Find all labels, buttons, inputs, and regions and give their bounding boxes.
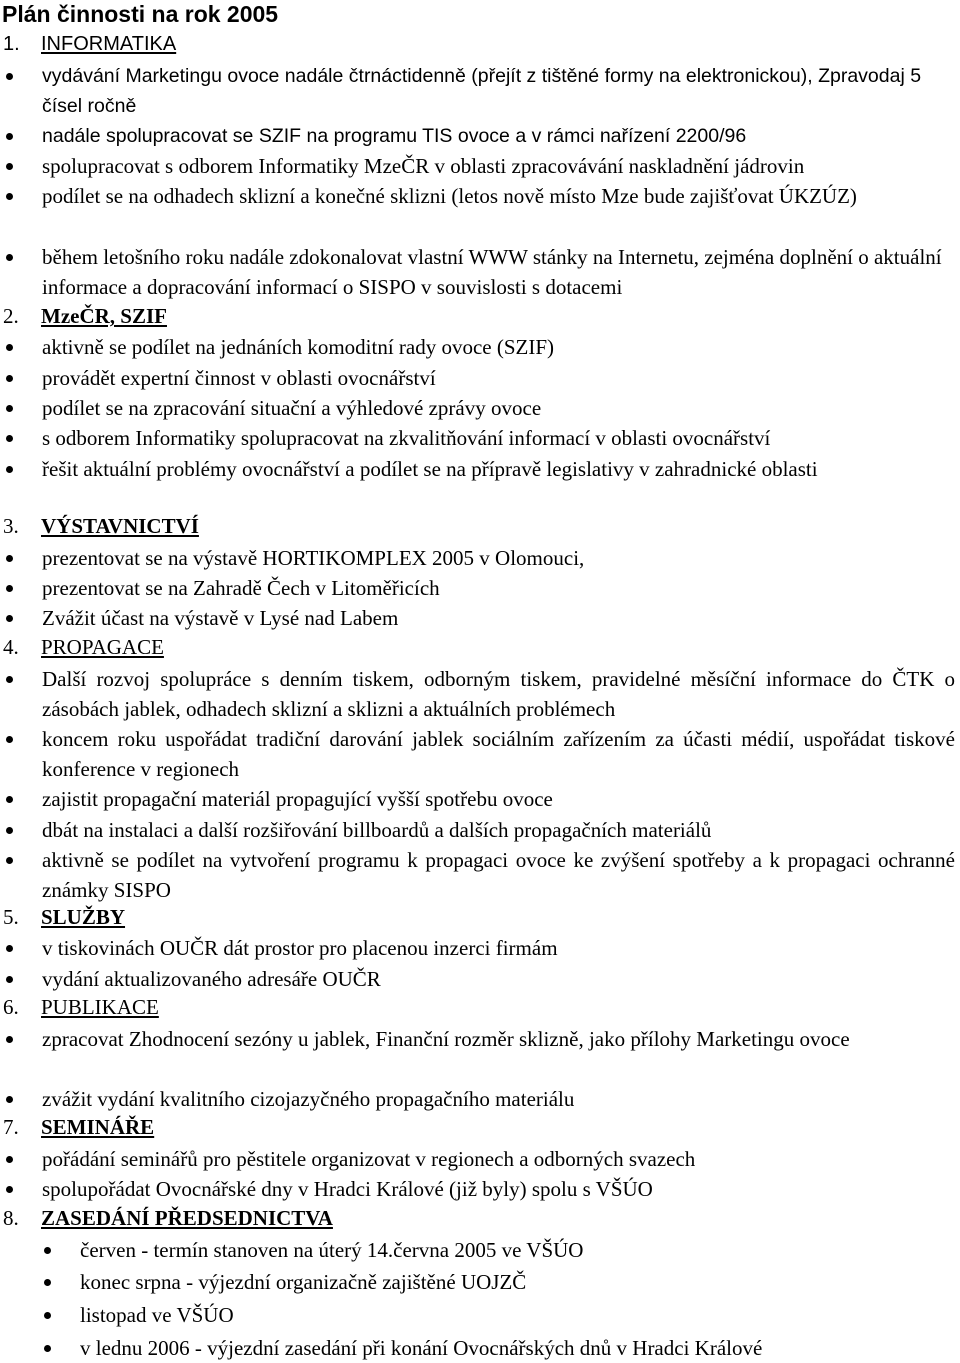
bullet-icon (6, 976, 13, 983)
list-item: aktivně se podílet na vytvoření programu k propagaci ovoce ke zvýšení spotřeby a k propagaci ochranné známky SISPO (42, 848, 955, 902)
bullet-icon (6, 736, 13, 743)
section-title: VÝSTAVNICTVÍ (41, 514, 199, 538)
list-item: podílet se na zpracování situační a výhledové zprávy ovoce (42, 396, 542, 420)
bullet-icon (6, 435, 13, 442)
section-number: 6. (3, 995, 19, 1019)
bullet-icon (6, 1096, 13, 1103)
list-item: podílet se na odhadech sklizní a konečné sklizni (letos nově místo Mze bude zajišťovat ÚKZÚZ) (42, 184, 857, 208)
list-item: vydání aktualizovaného adresáře OUČR (42, 967, 381, 991)
bullet-icon (6, 1036, 13, 1043)
list-item: prezentovat se na Zahradě Čech v Litoměřicích (42, 576, 440, 600)
section-number: 1. (3, 33, 20, 55)
section-heading-propagace (3, 634, 164, 660)
list-item: prezentovat se na výstavě HORTIKOMPLEX 2005 v Olomouci, (42, 546, 585, 570)
bullet-icon (6, 1156, 13, 1163)
bullet-icon (6, 344, 13, 351)
section-title: SLUŽBY (41, 905, 126, 929)
list-item: konec srpna - výjezdní organizačně zajištěné UOJZČ (80, 1270, 527, 1294)
section-title: PROPAGACE (41, 635, 164, 659)
bullet-icon (44, 1247, 51, 1254)
bullet-icon (6, 163, 13, 170)
bullet-icon (6, 827, 13, 834)
list-item: nadále spolupracovat se SZIF na programu TIS ovoce a v rámci nařízení 2200/96 (42, 125, 747, 147)
bullet-icon (6, 555, 13, 562)
section-number: 2. (3, 304, 19, 328)
bullet-icon (6, 193, 13, 200)
bullet-icon (44, 1312, 51, 1319)
bullet-icon (6, 405, 13, 412)
list-item: řešit aktuální problémy ovocnářství a podílet se na přípravě legislativy v zahradnické oblasti (42, 457, 818, 481)
list-item: během letošního roku nadále zdokonalovat vlastní WWW stánky na Internetu, zejména doplnění o aktuální informace a dopracování informací o SISPO v souvislosti s dotacemi (42, 245, 942, 299)
list-item: koncem roku uspořádat tradiční darování jablek sociálním zařízením za účasti médií, uspořádat tiskové konference v regionech (42, 727, 955, 781)
section-title: PUBLIKACE (41, 995, 159, 1019)
bullet-icon (6, 133, 13, 140)
bullet-icon (6, 796, 13, 803)
list-item: spolupracovat s odborem Informatiky MzeČR v oblasti zpracovávání naskladnění jádrovin (42, 154, 805, 178)
bullet-icon (6, 857, 13, 864)
list-item: zajistit propagační materiál propagující vyšší spotřebu ovoce (42, 787, 553, 811)
section-number: 7. (3, 1115, 19, 1139)
list-item: zvážit vydání kvalitního cizojazyčného propagačního materiálu (42, 1087, 575, 1111)
list-item: provádět expertní činnost v oblasti ovocnářství (42, 366, 436, 390)
section-heading-mzecr-szif (3, 303, 167, 329)
list-item: pořádání seminářů pro pěstitele organizovat v regionech a odborných svazech (42, 1147, 696, 1171)
list-item: zpracovat Zhodnocení sezóny u jablek, Finanční rozměr sklizně, jako přílohy Marketingu ovoce (42, 1027, 850, 1051)
section-heading-publikace (3, 994, 159, 1020)
list-item: Zvážit účast na výstavě v Lysé nad Labem (42, 606, 399, 630)
section-heading-zasedani-predsednictva (3, 1205, 333, 1231)
list-item: v tiskovinách OUČR dát prostor pro placenou inzerci firmám (42, 936, 558, 960)
bullet-icon (6, 73, 13, 80)
document-title: Plán činnosti na rok 2005 (2, 1, 279, 27)
section-title: SEMINÁŘE (41, 1115, 155, 1139)
section-title: ZASEDÁNÍ PŘEDSEDNICTVA (41, 1206, 333, 1230)
section-heading-seminare (3, 1114, 154, 1140)
section-title: INFORMATIKA (41, 33, 177, 55)
list-item: vydávání Marketingu ovoce nadále čtrnáctidenně (přejít z tištěné formy na elektronickou), Zpravodaj 5 čísel ročně (42, 65, 922, 117)
bullet-icon (6, 254, 13, 261)
list-item: v lednu 2006 - výjezdní zasedání při konání Ovocnářských dnů v Hradci Králové (80, 1336, 763, 1360)
bullet-icon (6, 585, 13, 592)
bullet-icon (44, 1279, 51, 1286)
section-heading-vystavnictvi (3, 513, 199, 539)
bullet-icon (6, 676, 13, 683)
section-heading-sluzby (3, 904, 125, 930)
bullet-icon (6, 375, 13, 382)
bullet-icon (6, 1186, 13, 1193)
bullet-icon (6, 615, 13, 622)
list-item: spolupořádat Ovocnářské dny v Hradci Králové (již byly) spolu s VŠÚO (42, 1177, 653, 1201)
list-item: listopad ve VŠÚO (80, 1303, 234, 1327)
list-item: Další rozvoj spolupráce s denním tiskem, odborným tiskem, pravidelné měsíční informace do ČTK o zásobách jablek, odhadech sklizní a sklizni a aktuálních problémech (42, 667, 955, 721)
list-item: červen - termín stanoven na úterý 14.června 2005 ve VŠÚO (80, 1238, 584, 1262)
section-number: 8. (3, 1206, 19, 1230)
list-item: dbát na instalaci a další rozšiřování billboardů a dalších propagačních materiálů (42, 818, 712, 842)
section-title: MzeČR, SZIF (41, 304, 167, 328)
section-number: 4. (3, 635, 19, 659)
list-item: aktivně se podílet na jednáních komoditní rady ovoce (SZIF) (42, 335, 555, 359)
bullet-icon (44, 1345, 51, 1352)
section-heading-informatika (3, 31, 176, 57)
section-number: 5. (3, 905, 19, 929)
list-item: s odborem Informatiky spolupracovat na zkvalitňování informací v oblasti ovocnářství (42, 426, 771, 450)
section-number: 3. (3, 514, 19, 538)
bullet-icon (6, 466, 13, 473)
bullet-icon (6, 945, 13, 952)
